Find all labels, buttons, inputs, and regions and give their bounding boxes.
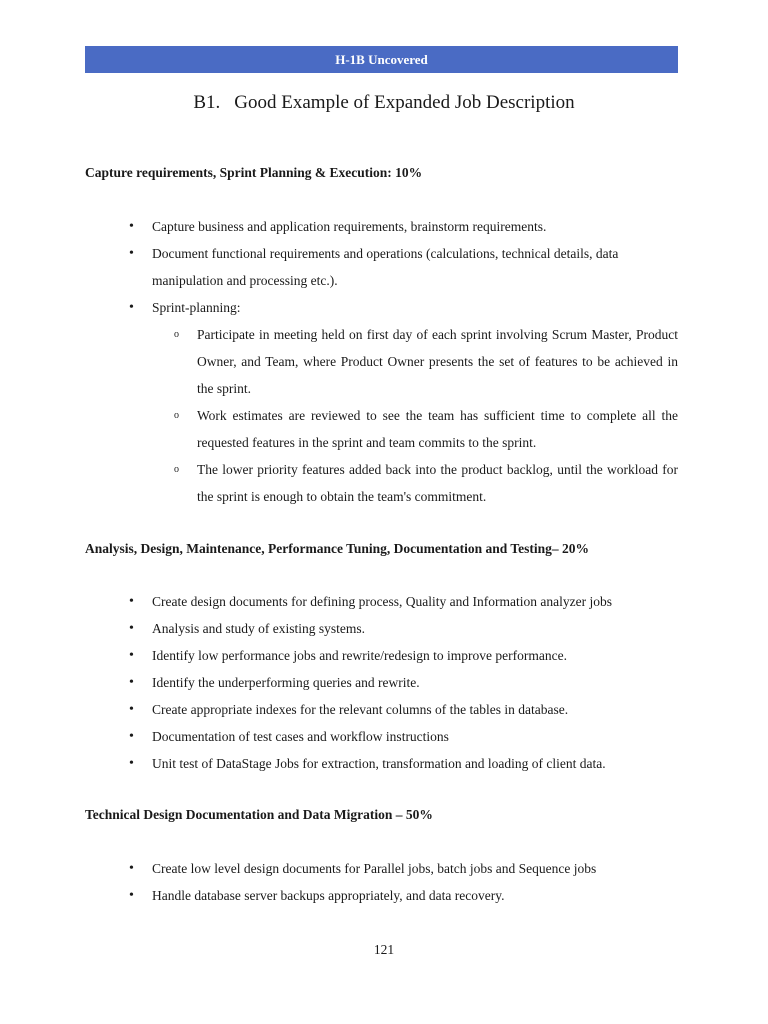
sub-list-item: o Work estimates are reviewed to see the team has sufficient time to complete all the requested features in the sprint and team commits to the sprint. (152, 402, 678, 456)
list-item-sprint-planning (85, 294, 678, 510)
list-item: • Unit test of DataStage Jobs for extraction, transformation and loading of client data. (85, 750, 678, 777)
sub-list-item: o Participate in meeting held on first day of each sprint involving Scrum Master, Product Owner, and Team, where Product Owner presents the set of features to be achieved in the sprint. (152, 321, 678, 402)
technical-design-list (85, 855, 678, 909)
list-item: • Documentation of test cases and workflow instructions (85, 723, 678, 750)
running-header-text: H-1B Uncovered (335, 51, 428, 67)
title-text: Good Example of Expanded Job Description (234, 92, 575, 113)
section-heading-analysis: Analysis, Design, Maintenance, Performance Tuning, Documentation and Testing– 20% (85, 541, 590, 556)
requirements-list (85, 213, 678, 510)
list-item-label: Sprint-planning: (152, 300, 241, 315)
page-title (0, 92, 768, 114)
list-item: • Create design documents for defining process, Quality and Information analyzer jobs (85, 588, 678, 615)
list-item: • Capture business and application requirements, brainstorm requirements. (85, 213, 678, 240)
list-item: • Handle database server backups appropriately, and data recovery. (85, 882, 678, 909)
list-item: • Create appropriate indexes for the relevant columns of the tables in database. (85, 696, 678, 723)
sub-list-item: o The lower priority features added back into the product backlog, until the workload for the sprint is enough to obtain the team's commitment. (152, 456, 678, 510)
list-item: • Create low level design documents for Parallel jobs, batch jobs and Sequence jobs (85, 855, 678, 882)
section-heading-requirements: Capture requirements, Sprint Planning & Execution: 10% (85, 165, 423, 180)
running-header (85, 46, 678, 73)
list-item: • Identify the underperforming queries and rewrite. (85, 669, 678, 696)
sprint-planning-sublist (152, 321, 678, 510)
title-number: B1. (193, 92, 221, 113)
list-item: • Identify low performance jobs and rewrite/redesign to improve performance. (85, 642, 678, 669)
analysis-list (85, 588, 678, 777)
page-number: 121 (373, 942, 395, 957)
list-item: • Analysis and study of existing systems. (85, 615, 678, 642)
list-item: • Document functional requirements and operations (calculations, technical details, data manipulation and processing etc.). (85, 240, 678, 294)
section-heading-technical-design: Technical Design Documentation and Data Migration – 50% (85, 807, 433, 822)
